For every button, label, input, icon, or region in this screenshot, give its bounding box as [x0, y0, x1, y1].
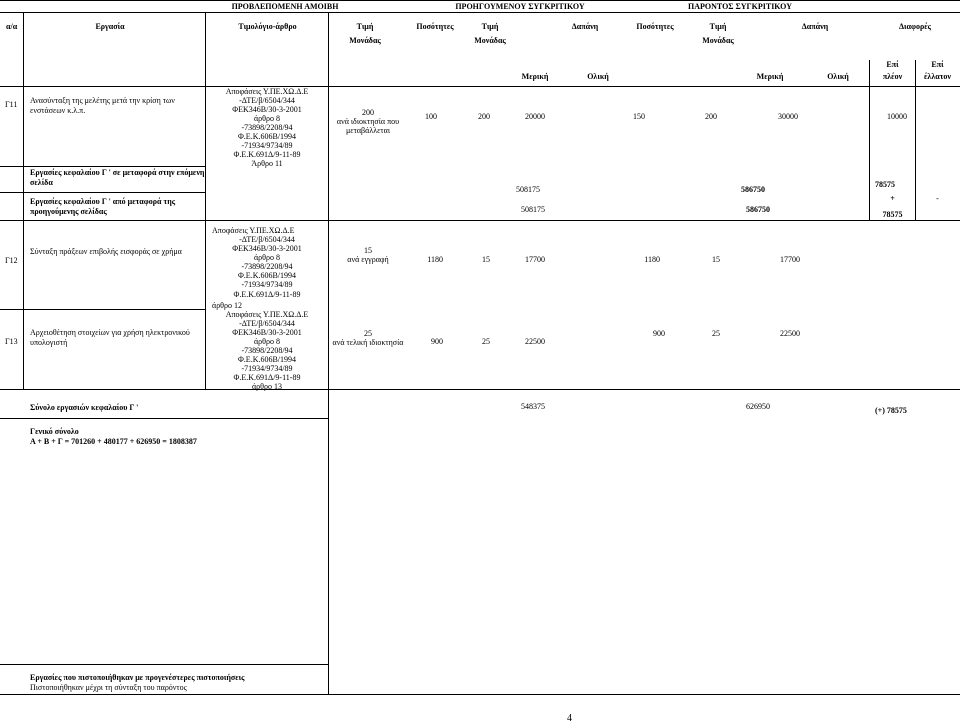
g11-diff: 10000 [887, 112, 907, 121]
carry-prev-prev-total: 508175 [521, 205, 545, 214]
certified-title: Εργασίες που πιστοποιήθηκαν με προγενέστερες πιστοποιήσεις [30, 673, 245, 682]
g13-unit-desc: ανά τελική ιδιοκτησία [332, 338, 404, 347]
g11-ref-line-2: -ΔΤΕ/β/6504/344 [239, 96, 295, 105]
g12-ref-line-7: -71934/9734/89 [241, 280, 293, 289]
g13-ref-line-7: -71934/9734/89 [241, 364, 293, 373]
g12-ref-line-4: άρθρο 8 [253, 253, 280, 262]
g13-prev-qty: 900 [431, 337, 443, 346]
col-header-price1: Τιμή [356, 22, 374, 31]
g12-cur-price: 15 [712, 255, 720, 264]
carry-prev-cur-total: 586750 [746, 205, 770, 214]
g13-ref-line-6: Φ.Ε.Κ.606Β/1994 [237, 355, 297, 364]
g11-cur-price: 200 [705, 112, 717, 121]
g11-ref-line-1: Αποφάσεις Υ.ΠΕ.ΧΩ.Δ.Ε [225, 87, 309, 96]
g12-prev-qty: 1180 [427, 255, 443, 264]
g12-unit-price: 15 [364, 246, 372, 255]
col-header-price2-sub: Μονάδας [474, 36, 506, 45]
row-id-g11: Γ11 [5, 100, 18, 109]
g11-prev-qty: 100 [425, 112, 437, 121]
carry-prev-label-2: προηγούμενης σελίδας [30, 207, 107, 216]
carry-prev-diff: 78575 [882, 210, 903, 219]
g13-cur-price: 25 [712, 329, 720, 338]
grand-total-formula: Α + Β + Γ = 701260 + 480177 + 626950 = 1808387 [30, 437, 197, 446]
col-header-partial2: Μερική [756, 72, 784, 81]
col-divider-work [205, 12, 206, 389]
g11-section-bottom [0, 220, 960, 221]
col-header-diff: Διαφορές [898, 22, 932, 31]
chapter-cur-total: 626950 [746, 402, 770, 411]
carry-prev-diff-sign: + [890, 194, 895, 203]
g12-cur-cost: 17700 [780, 255, 800, 264]
g13-ref-line-5: -73898/2208/94 [241, 346, 293, 355]
g12-work: Σύνταξη πράξεων επιβολής εισφοράς σε χρήμα [30, 247, 182, 256]
g11-ref-line-4: άρθρο 8 [253, 114, 280, 123]
header-group-previous-comparative: ΠΡΟΗΓΟΥΜΕΝΟΥ ΣΥΓΚΡΙΤΙΚΟΥ [455, 2, 585, 11]
g13-cur-qty: 900 [653, 329, 665, 338]
g12-ref-line-5: -73898/2208/94 [241, 262, 293, 271]
col-divider-aa [23, 12, 24, 389]
col-header-plus-1: Επί [886, 60, 899, 69]
carry-next-diff: 78575 [875, 180, 895, 189]
col-header-cost2: Δαπάνη [571, 22, 599, 31]
row-id-g12: Γ12 [5, 256, 18, 265]
chapter-total-label: Σύνολο εργασιών κεφαλαίου Γ ' [30, 403, 139, 412]
g13-ref-line-9: άρθρο 13 [251, 382, 282, 391]
col-header-cost3: Δαπάνη [801, 22, 829, 31]
g11-work-line-1: Ανασύνταξη της μελέτης μετά την κρίση των [30, 96, 175, 105]
g11-ref-line-7: -71934/9734/89 [241, 141, 293, 150]
header-group-planned-fee: ΠΡΟΒΛΕΠΟΜΕΝΗ ΑΜΟΙΒΗ [231, 2, 339, 11]
header-row-divider [0, 12, 960, 13]
g12-ref-line-3: ΦΕΚ346Β/30-3-2001 [232, 244, 302, 253]
g13-ref-line-1: Αποφάσεις Υ.ΠΕ.ΧΩ.Δ.Ε [225, 310, 309, 319]
g12-ref-line-9: άρθρο 12 [212, 301, 243, 310]
g11-ref-line-9: Άρθρο 11 [251, 159, 283, 168]
row-id-g13: Γ13 [5, 337, 18, 346]
g12-prev-cost: 17700 [525, 255, 545, 264]
carry-prev-label-1: Εργασίες κεφαλαίου Γ ' από μεταφορά της [30, 197, 176, 206]
g13-unit-price: 25 [364, 329, 372, 338]
header-group-current-comparative: ΠΑΡΟΝΤΟΣ ΣΥΓΚΡΙΤΙΚΟΥ [688, 2, 792, 11]
g13-prev-price: 25 [482, 337, 490, 346]
g13-cur-cost: 22500 [780, 329, 800, 338]
g13-work-line-1: Αρχειοθέτηση στοιχείων για χρήση ηλεκτρονικού [30, 328, 190, 337]
certified-text: Πιστοποιήθηκαν μέχρι τη σύνταξη του παρόντος [30, 683, 187, 692]
g11-ref-line-6: Φ.Ε.Κ.606Β/1994 [237, 132, 297, 141]
chapter-diff: (+) 78575 [875, 406, 907, 415]
g13-ref-line-2: -ΔΤΕ/β/6504/344 [239, 319, 295, 328]
g13-section-bottom [0, 389, 960, 390]
page-number: 4 [567, 713, 572, 724]
carry-next-label-2: σελίδα [30, 178, 53, 187]
row-divider-g11-carry [0, 166, 205, 167]
g12-ref-line-2: -ΔΤΕ/β/6504/344 [239, 235, 295, 244]
col-header-price3: Τιμή [709, 22, 727, 31]
col-header-qty1: Ποσότητες [416, 22, 454, 31]
col-header-partial1: Μερική [521, 72, 549, 81]
g13-ref-line-3: ΦΕΚ346Β/30-3-2001 [232, 328, 302, 337]
g13-ref-line-4: άρθρο 8 [253, 337, 280, 346]
table-bottom-line [0, 694, 960, 695]
col-header-minus-2: έλλατον [923, 72, 951, 81]
col-header-total1: Ολική [587, 72, 609, 81]
g12-ref-line-1: Αποφάσεις Υ.ΠΕ.ΧΩ.Δ.Ε [212, 226, 295, 235]
col-header-plus-2: πλέον [882, 72, 903, 81]
col-header-total2: Ολική [827, 72, 849, 81]
col-header-price2: Τιμή [481, 22, 499, 31]
g11-ref-line-5: -73898/2208/94 [241, 123, 293, 132]
g12-cur-qty: 1180 [644, 255, 660, 264]
g11-prev-cost: 20000 [525, 112, 545, 121]
g13-prev-cost: 22500 [525, 337, 545, 346]
g11-ref-line-8: Φ.Ε.Κ.691Δ/9-11-89 [233, 150, 301, 159]
certified-divider [0, 664, 328, 665]
col-header-ref: Τιμολόγιο-άρθρο [238, 22, 297, 31]
grand-total-label: Γενικό σύνολο [30, 427, 79, 436]
g11-ref-line-3: ΦΕΚ346Β/30-3-2001 [232, 105, 302, 114]
g12-prev-price: 15 [482, 255, 490, 264]
col-header-price3-sub: Μονάδας [702, 36, 734, 45]
chapter-prev-total: 548375 [521, 402, 545, 411]
g13-ref-line-8: Φ.Ε.Κ.691Δ/9-11-89 [233, 373, 301, 382]
g11-unit-desc-1: ανά ιδιοκτησία που [336, 117, 400, 126]
table-border-top [0, 0, 960, 1]
col-header-work: Εργασία [95, 22, 125, 31]
g11-unit-desc-2: μεταβάλλεται [346, 126, 390, 135]
carry-next-label-1: Εργασίες κεφαλαίου Γ ' σε μεταφορά στην επόμενη [30, 168, 205, 177]
col-header-price1-sub: Μονάδας [349, 36, 381, 45]
col-header-qty3: Ποσότητες [636, 22, 674, 31]
row-divider-g12-g13 [0, 309, 205, 310]
col-header-aa: α/α [6, 22, 18, 31]
header-bottom-line [0, 86, 960, 87]
g12-ref-line-6: Φ.Ε.Κ.606Β/1994 [237, 271, 297, 280]
g11-cur-qty: 150 [633, 112, 645, 121]
g11-prev-price: 200 [478, 112, 490, 121]
carry-next-prev-total: 508175 [516, 185, 540, 194]
carry-next-cur-total: 586750 [741, 185, 765, 194]
carry-prev-minus: - [936, 194, 939, 203]
g13-work-line-2: υπολογιστή [30, 338, 68, 347]
g12-unit-desc: ανά εγγραφή [347, 255, 389, 264]
g11-cur-cost: 30000 [778, 112, 798, 121]
g11-work-line-2: ενστάσεων κ.λ.π. [30, 106, 86, 115]
grand-total-divider [0, 418, 328, 419]
col-header-minus-1: Επί [931, 60, 944, 69]
row-divider-carry [0, 192, 205, 193]
g11-unit-price: 200 [362, 108, 374, 117]
g12-ref-line-8: Φ.Ε.Κ.691Δ/9-11-89 [233, 290, 301, 299]
